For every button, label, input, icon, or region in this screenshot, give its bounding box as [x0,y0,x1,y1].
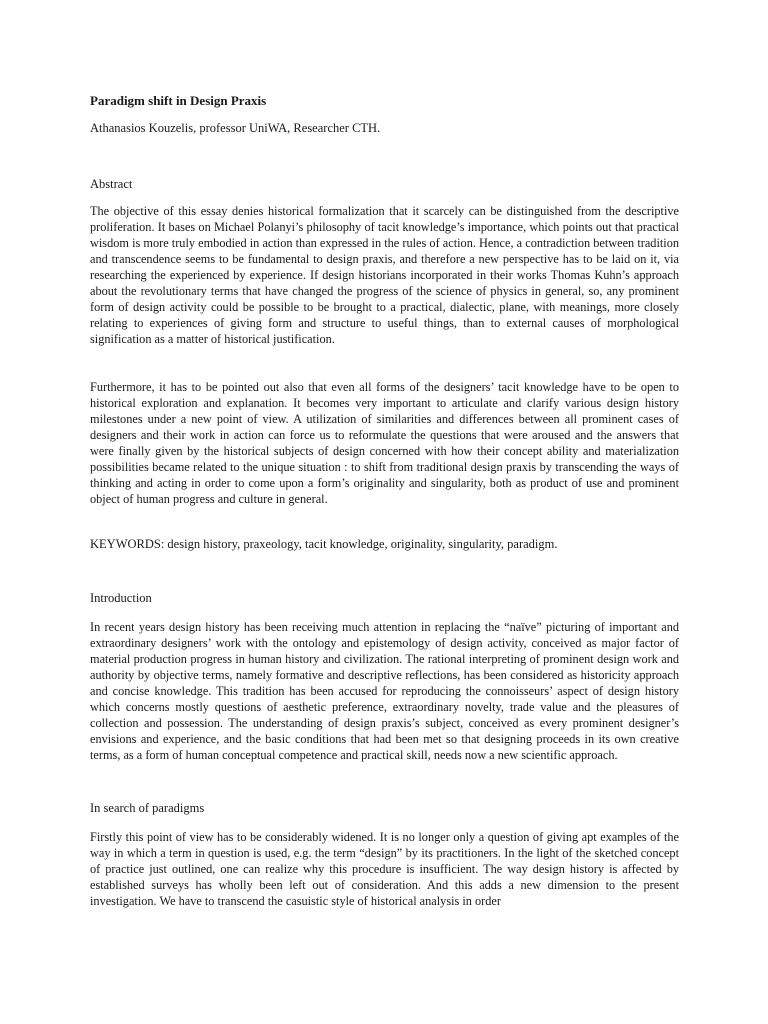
introduction-heading: Introduction [90,591,152,605]
author-line: Athanasios Kouzelis, professor UniWA, Researcher CTH. [90,121,381,135]
paradigms-heading: In search of paradigms [90,801,205,815]
introduction-paragraph-1: In recent years design history has been receiving much attention in replacing the “naïve” picturing of important and extraordinary designers’ work with the ontology and epistemology of design activity, conceived as major factor of material production progress in human history and civilization. The rational interpreting of prominent design work and authority by objective terms, namely formative and descriptive reflections, has been considered as historicity approach and concise knowledge. This tradition has been accused for reproducing the connoisseurs’ aspect of design history which concerns mostly questions of aesthetic preference, extraordinary novelty, trade value and the pleasures of collection and possession. The understanding of design praxis’s subject, conceived as every prominent designer’s envisions and experience, and the basic conditions that had been met so that designing proceeds in its own creative terms, as a form of human conceptual competence and practical skill, needs now a new scientific approach. [90,620,679,762]
paradigms-paragraph-1: Firstly this point of view has to be considerably widened. It is no longer only a question of giving apt examples of the way in which a term in question is used, e.g. the term “design” by its practitioners. In the light of the sketched concept of practice just outlined, one can realize why this procedure is insufficient. The way design history is affected by established surveys has wholly been left out of consideration. And this adds a new dimension to the present investigation. We have to transcend the casuistic style of historical analysis in order [90,830,679,908]
document-title: Paradigm shift in Design Praxis [90,93,267,108]
keywords-line: KEYWORDS: design history, praxeology, tacit knowledge, originality, singularity, paradigm. [90,537,558,551]
abstract-paragraph-2: Furthermore, it has to be pointed out also that even all forms of the designers’ tacit knowledge have to be open to historical exploration and explanation. It becomes very important to articulate and clarify various design history milestones under a new point of view. A utilization of similarities and differences between all prominent cases of designers and their work in action can force us to reformulate the questions that were aroused and the answers that were finally given by the historical subjects of design concerned with how their concept ability and materialization possibilities became related to the unique situation : to shift from traditional design praxis by transcending the ways of thinking and acting in order to come upon a form’s originality and singularity, both as product of use and prominent object of human progress and culture in general. [90,380,679,506]
abstract-heading: Abstract [90,177,133,191]
abstract-paragraph-1: The objective of this essay denies historical formalization that it scarcely can be distinguished from the descriptive proliferation. It bases on Michael Polanyi’s philosophy of tacit knowledge’s importance, which points out that practical wisdom is more truly embodied in action than expressed in the rules of action. Hence, a contradiction between tradition and transcendence seems to be fundamental to design praxis, and therefore a new perspective has to be laid on it, via researching the experienced by experience. If design historians incorporated in their works Thomas Kuhn’s approach about the revolutionary terms that have changed the progress of the science of physics in general, so, any prominent form of design activity could be possible to be brought to a practical, dialectic, plane, with meanings, more closely relating to experiences of giving form and structure to useful things, than to external causes of morphological signification as a matter of historical justification. [90,204,679,346]
